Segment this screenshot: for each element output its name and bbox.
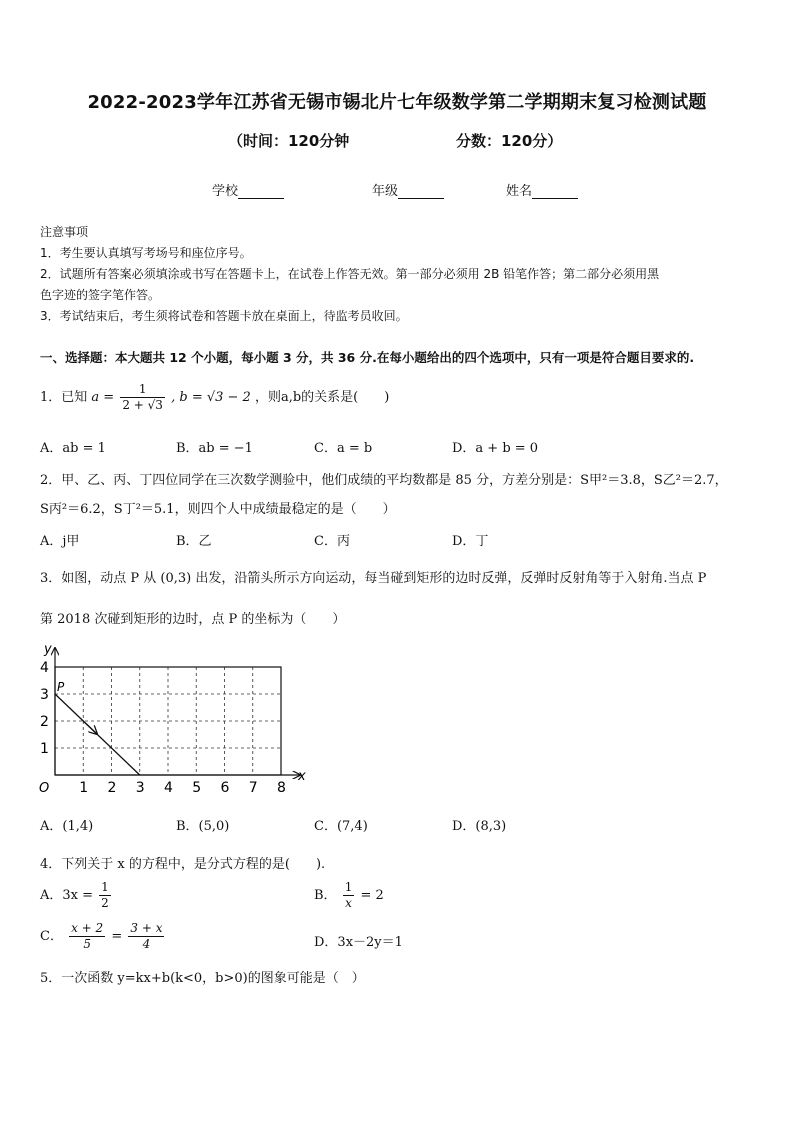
q4-c-fraction-2 (128, 921, 164, 952)
question-2-line2: S丙²＝6.2，S丁²＝5.1，则四个人中成绩最稳定的是（ ） (40, 502, 396, 517)
x-tick-label: 4 (164, 780, 173, 796)
q4-b-den: x (345, 896, 352, 910)
q4-b-pre: B． (314, 888, 337, 903)
q2-option-b: B．乙 (176, 534, 212, 549)
x-tick-label: 2 (107, 780, 117, 796)
notes-item: 1．考生要认真填写考场号和座位序号。 (40, 246, 252, 260)
q1-option-b: B．ab = −1 (176, 441, 253, 456)
q4-b-num: 1 (344, 880, 353, 894)
q4-option-d: D．3x－2y＝1 (314, 935, 403, 950)
q4-c-num2: 3 + x (130, 921, 163, 935)
q4-a-pre: A．3x = (40, 888, 94, 903)
grade-blank (398, 184, 444, 199)
x-axis-label: x (298, 769, 306, 784)
school-blank (238, 184, 284, 199)
q4-c-num1: x + 2 (71, 921, 104, 935)
notes-item: 2．试题所有答案必须填涂或书写在答题卡上，在试卷上作答无效。第一部分必须用 2B 铅笔作答；第二部分必须用黑 (40, 267, 660, 281)
q4-option-a (40, 880, 113, 911)
x-tick-label: 5 (192, 780, 202, 796)
q1-frac-den: 2 + √3 (122, 398, 163, 412)
grade-label: 年级 (372, 184, 399, 199)
x-tick-label: 3 (135, 780, 145, 796)
q2-option-c: C．丙 (314, 534, 350, 549)
q1-fraction (120, 382, 165, 413)
exam-title: 2022-2023学年江苏省无锡市锡北片七年级数学第二学期期末复习检测试题 (87, 92, 707, 113)
y-axis-label: y (44, 642, 52, 657)
school-label: 学校 (212, 184, 239, 199)
motion-arrow (82, 720, 97, 734)
q4-a-num: 1 (101, 880, 109, 894)
q1-b-part: , b = √3 − 2 (171, 390, 251, 405)
q1-option-a: A．ab = 1 (40, 441, 106, 456)
x-tick-label: 8 (277, 780, 286, 796)
q4-a-fraction (99, 880, 111, 911)
q2-option-a: A．j甲 (40, 534, 80, 549)
y-tick-label: 3 (40, 687, 49, 703)
q4-c-den1: 5 (83, 937, 91, 951)
q1-prefix: 1．已知 (40, 390, 88, 405)
q4-c-fraction-1 (69, 921, 105, 952)
q4-c-pre: C． (40, 929, 63, 944)
notes-heading: 注意事项 (40, 225, 89, 239)
q3-option-d: D．(8,3) (452, 819, 507, 834)
motion-path (55, 694, 140, 775)
x-tick-labels (79, 780, 286, 796)
name-field (506, 180, 578, 199)
name-label: 姓名 (506, 184, 533, 199)
q4-option-b (314, 880, 384, 911)
q4-a-den: 2 (101, 896, 109, 910)
q1-suffix: ，则a,b的关系是( ) (254, 390, 390, 405)
q1-a-eq: a = (91, 390, 115, 405)
exam-score: 分数：120分） (456, 132, 563, 150)
q1-frac-num: 1 (120, 382, 165, 398)
q4-b-post: = 2 (360, 888, 384, 903)
question-4-stem: 4．下列关于 x 的方程中，是分式方程的是( ). (40, 857, 326, 872)
q4-c-den2: 4 (142, 937, 151, 951)
q3-option-c: C．(7,4) (314, 819, 368, 834)
question-2-line1: 2．甲、乙、丙、丁四位同学在三次数学测验中，他们成绩的平均数都是 85 分，方差分别是：S甲²＝3.8，S乙²＝2.7， (40, 473, 728, 488)
y-tick-label: 1 (40, 741, 49, 757)
school-field (212, 180, 284, 199)
q3-option-b: B．(5,0) (176, 819, 230, 834)
q3-option-a: A．(1,4) (40, 819, 94, 834)
q2-option-d: D．丁 (452, 534, 489, 549)
q4-option-c (40, 921, 166, 952)
x-tick-label: 1 (79, 780, 89, 796)
notes-block (40, 222, 760, 327)
grade-field (372, 180, 444, 199)
exam-time: （时间：120分钟 (228, 132, 350, 150)
x-tick-label: 7 (248, 780, 258, 796)
question-3-line1: 3．如图，动点 P 从 (0,3) 出发，沿箭头所示方向运动，每当碰到矩形的边时反弹，反弹时反射角等于入射角.当点 P (40, 571, 707, 586)
section-heading: 一、选择题：本大题共 12 个小题，每小题 3 分，共 36 分.在每小题给出的四个选项中，只有一项是符合题目要求的. (40, 350, 695, 365)
point-p-label: P (57, 680, 65, 694)
q1-option-d: D．a + b = 0 (452, 441, 539, 456)
q4-c-eq: = (111, 929, 123, 944)
question-3-line2: 第 2018 次碰到矩形的边时，点 P 的坐标为（ ） (40, 612, 346, 627)
figure-grid (55, 667, 281, 775)
y-tick-label: 4 (40, 660, 49, 676)
x-tick-label: 6 (220, 780, 230, 796)
q4-b-fraction (343, 880, 355, 911)
y-tick-label: 2 (40, 714, 49, 730)
notes-item: 3．考试结束后，考生须将试卷和答题卡放在桌面上，待监考员收回。 (40, 309, 408, 323)
origin-label: O (39, 781, 50, 796)
q1-option-c: C．a = b (314, 441, 373, 456)
q3-figure (30, 640, 320, 800)
name-blank (532, 184, 578, 199)
question-5-stem: 5．一次函数 y=kx+b(k<0，b>0)的图象可能是（ ） (40, 971, 365, 986)
question-1-stem (40, 382, 389, 413)
notes-item: 色字迹的签字笔作答。 (40, 288, 161, 302)
y-tick-labels (40, 660, 49, 757)
